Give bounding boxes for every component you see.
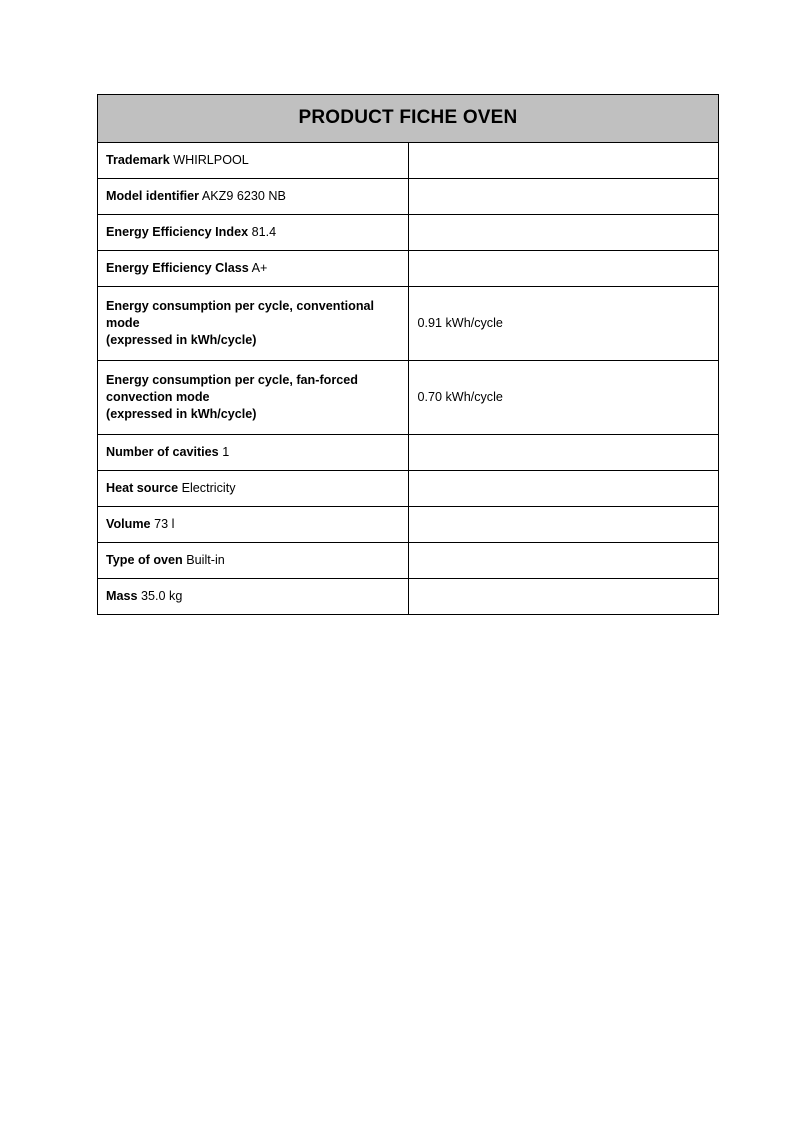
table-row xyxy=(98,360,719,434)
label-value: 81.4 xyxy=(251,224,277,239)
row-value-heat-source xyxy=(408,470,719,506)
label-value: 35.0 kg xyxy=(141,588,183,603)
row-value-energy-consumption-conventional: 0.91 kWh/cycle xyxy=(408,286,719,360)
row-label-energy-consumption-fan-forced xyxy=(98,360,409,434)
row-value-number-of-cavities xyxy=(408,434,719,470)
row-value-trademark xyxy=(408,142,719,178)
label-text: Model identifier xyxy=(106,188,200,203)
label-value: 73 l xyxy=(154,516,175,531)
row-label-energy-consumption-conventional xyxy=(98,286,409,360)
table-title-row xyxy=(98,95,719,143)
row-value-type-of-oven xyxy=(408,542,719,578)
table-row xyxy=(98,578,719,614)
table-row xyxy=(98,214,719,250)
label-value: Built-in xyxy=(186,552,225,567)
table-row xyxy=(98,142,719,178)
row-label-type-of-oven xyxy=(98,542,409,578)
row-value-energy-efficiency-class xyxy=(408,250,719,286)
label-text: Energy Efficiency Index xyxy=(106,224,249,239)
row-label-number-of-cavities xyxy=(98,434,409,470)
table-row xyxy=(98,286,719,360)
table-row xyxy=(98,434,719,470)
label-text: Energy consumption per cycle, fan-forced convection mode xyxy=(106,372,358,404)
label-text: Mass xyxy=(106,588,138,603)
row-value-mass xyxy=(408,578,719,614)
product-fiche-table xyxy=(97,94,719,615)
row-value-energy-efficiency-index xyxy=(408,214,719,250)
label-text: Trademark xyxy=(106,152,170,167)
label-text: Number of cavities xyxy=(106,444,219,459)
label-text: Energy consumption per cycle, conventional mode xyxy=(106,298,375,330)
row-label-trademark xyxy=(98,142,409,178)
label-value: A+ xyxy=(251,260,268,275)
label-value: 1 xyxy=(222,444,230,459)
table-row xyxy=(98,506,719,542)
row-label-mass xyxy=(98,578,409,614)
row-label-model-identifier xyxy=(98,178,409,214)
label-text: Type of oven xyxy=(106,552,183,567)
label-text-line2: (expressed in kWh/cycle) xyxy=(106,406,257,421)
label-value: WHIRLPOOL xyxy=(173,152,249,167)
label-value: Electricity xyxy=(181,480,236,495)
row-label-energy-efficiency-class xyxy=(98,250,409,286)
row-label-volume xyxy=(98,506,409,542)
table-row xyxy=(98,178,719,214)
label-text: Volume xyxy=(106,516,151,531)
table-row xyxy=(98,542,719,578)
page-title: PRODUCT FICHE OVEN xyxy=(98,95,719,143)
label-text: Energy Efficiency Class xyxy=(106,260,249,275)
row-value-model-identifier xyxy=(408,178,719,214)
table-row xyxy=(98,470,719,506)
label-value: AKZ9 6230 NB xyxy=(201,188,286,203)
row-label-heat-source xyxy=(98,470,409,506)
label-text-line2: (expressed in kWh/cycle) xyxy=(106,332,257,347)
row-value-volume xyxy=(408,506,719,542)
table-row xyxy=(98,250,719,286)
row-value-energy-consumption-fan-forced: 0.70 kWh/cycle xyxy=(408,360,719,434)
label-text: Heat source xyxy=(106,480,179,495)
row-label-energy-efficiency-index xyxy=(98,214,409,250)
